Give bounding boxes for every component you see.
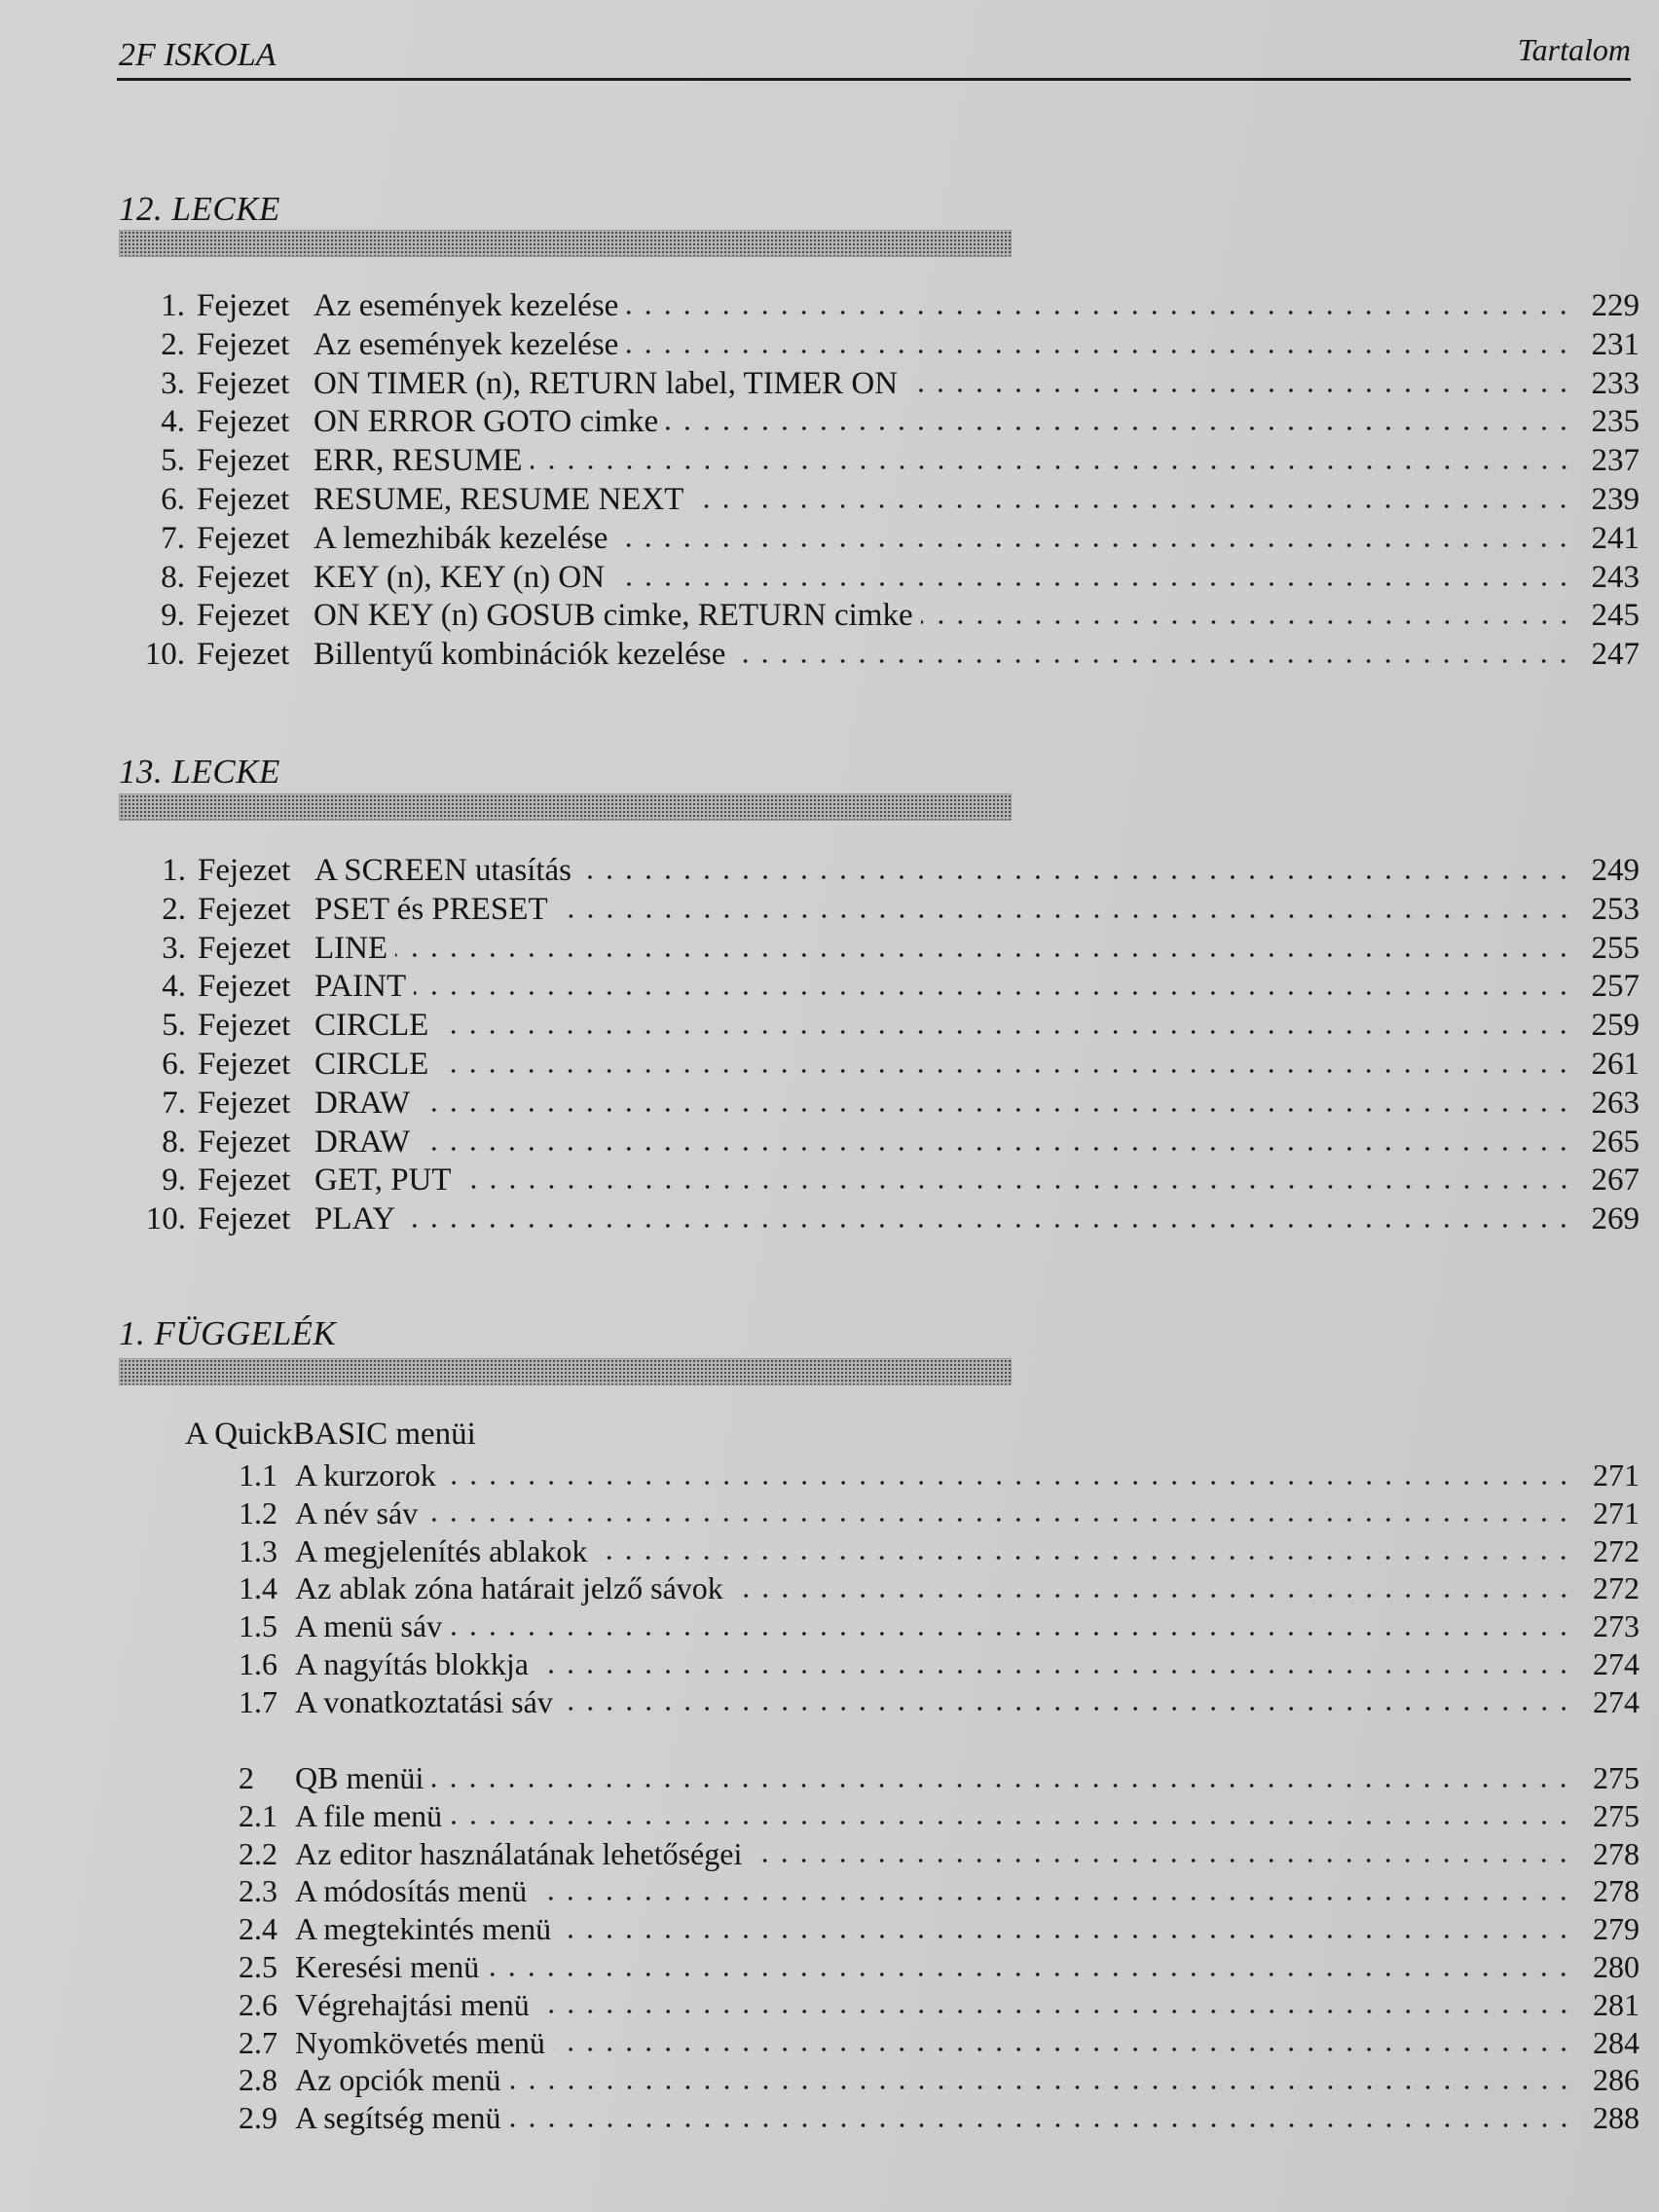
page-number: 272 — [1593, 1532, 1640, 1568]
page-number: 286 — [1593, 2062, 1640, 2098]
toc-entry — [76, 890, 1640, 929]
chapter-title: RESUME, RESUME NEXT — [313, 482, 684, 517]
entry-number: 2.1 — [239, 1797, 277, 1833]
toc-entry — [239, 1986, 1640, 2024]
chapter-number: 10. — [144, 637, 185, 673]
toc-entry — [76, 1123, 1640, 1161]
section-title: 1. FÜGGELÉK — [119, 1314, 337, 1352]
dot-leader — [436, 1028, 1573, 1036]
dot-leader — [612, 580, 1573, 588]
toc-entry — [239, 1456, 1640, 1494]
chapter-number: 8. — [161, 559, 185, 595]
header-right: Tartalom — [1517, 32, 1631, 67]
chapter-number: 2. — [162, 891, 186, 927]
entry-number: 2.7 — [239, 2024, 277, 2060]
page-number: 249 — [1591, 853, 1640, 888]
dot-leader — [509, 2083, 1574, 2091]
toc-entry — [75, 635, 1640, 674]
page-number: 233 — [1591, 365, 1640, 401]
page-number: 243 — [1591, 559, 1640, 595]
page-number: 245 — [1591, 598, 1640, 634]
toc-entry — [239, 1797, 1640, 1835]
dot-leader — [395, 951, 1573, 959]
chapter-kind: Fejezet — [198, 1162, 291, 1198]
dot-leader — [537, 2008, 1573, 2015]
entry-number: 2 — [239, 1760, 254, 1795]
chapter-kind: Fejezet — [197, 637, 290, 673]
section-title: 12. LECKE — [119, 190, 280, 228]
chapter-title: Az események kezelése — [313, 326, 619, 362]
chapter-title: Az események kezelése — [313, 288, 619, 323]
chapter-kind: Fejezet — [198, 1047, 291, 1082]
page-number: 272 — [1593, 1570, 1640, 1606]
toc-entry — [75, 364, 1640, 403]
page-number: 239 — [1591, 482, 1640, 517]
entry-title: Végrehajtási menü — [295, 1986, 530, 2022]
subsection-heading: A QuickBASIC menüi — [185, 1417, 476, 1452]
entry-title: A nagyítás blokkja — [295, 1646, 529, 1681]
dot-leader — [431, 1782, 1573, 1789]
page-number: 284 — [1593, 2024, 1640, 2060]
toc-entry — [76, 851, 1640, 890]
dot-leader — [418, 1145, 1573, 1153]
entry-number: 1.4 — [239, 1570, 277, 1606]
chapter-kind: Fejezet — [197, 598, 290, 634]
toc-entry — [239, 1683, 1640, 1721]
entry-number: 2.9 — [239, 2100, 277, 2136]
chapter-kind: Fejezet — [198, 1201, 291, 1237]
dot-leader — [615, 541, 1573, 549]
page-number: 237 — [1591, 443, 1640, 479]
page-number: 259 — [1591, 1008, 1640, 1044]
dot-leader — [561, 1705, 1573, 1713]
page-number: 261 — [1591, 1047, 1640, 1082]
entry-title: Keresési menü — [295, 1949, 480, 1984]
dot-leader — [509, 2121, 1573, 2129]
toc-entry — [239, 1569, 1640, 1607]
page-number: 255 — [1591, 930, 1640, 966]
page-number: 279 — [1593, 1911, 1640, 1947]
dot-leader — [531, 463, 1573, 471]
page-number: 274 — [1593, 1683, 1640, 1719]
header-left: 2F ISKOLA — [119, 37, 276, 73]
chapter-kind: Fejezet — [198, 1085, 291, 1121]
entry-number: 1.5 — [239, 1608, 277, 1644]
page-number: 253 — [1591, 891, 1640, 927]
chapter-number: 6. — [161, 482, 185, 517]
toc-entry — [75, 558, 1640, 597]
page-number: 267 — [1591, 1162, 1640, 1198]
toc-entry — [75, 596, 1640, 635]
chapter-kind: Fejezet — [198, 853, 291, 888]
toc-entry — [75, 519, 1640, 558]
page-number: 231 — [1591, 326, 1640, 362]
toc-entry — [239, 1645, 1640, 1683]
section-rule — [119, 1358, 1012, 1385]
dot-leader — [444, 1479, 1573, 1487]
entry-title: QB menüi — [295, 1760, 424, 1795]
dot-leader — [556, 912, 1573, 920]
entry-title: A menü sáv — [295, 1608, 443, 1644]
entry-title: A file menü — [295, 1797, 443, 1833]
page-number: 257 — [1591, 969, 1640, 1005]
chapter-kind: Fejezet — [198, 930, 291, 966]
page-number: 273 — [1593, 1608, 1640, 1644]
entry-title: Az editor használatának lehetőségei — [295, 1835, 743, 1871]
chapter-number: 4. — [161, 404, 185, 440]
toc-entry — [239, 2099, 1640, 2137]
toc-entry — [75, 286, 1640, 325]
toc-entry — [75, 480, 1640, 519]
toc-entry — [76, 1045, 1640, 1084]
toc-entry — [239, 1910, 1640, 1948]
chapter-title: KEY (n), KEY (n) ON — [313, 559, 606, 595]
entry-number: 1.1 — [239, 1457, 277, 1493]
toc-entry — [239, 1759, 1640, 1797]
dot-leader — [750, 1857, 1573, 1864]
page-number: 278 — [1593, 1873, 1640, 1909]
page-number: 275 — [1593, 1797, 1640, 1833]
chapter-title: DRAW — [314, 1085, 411, 1121]
chapter-title: A lemezhibák kezelése — [313, 520, 608, 556]
dot-leader — [403, 1222, 1573, 1230]
dot-leader — [733, 657, 1573, 665]
dot-leader — [553, 2046, 1573, 2053]
entry-number: 2.6 — [239, 1986, 277, 2022]
chapter-number: 8. — [162, 1124, 186, 1160]
chapter-title: DRAW — [314, 1124, 411, 1160]
chapter-kind: Fejezet — [197, 404, 290, 440]
dot-leader — [414, 989, 1573, 997]
entry-number: 2.3 — [239, 1873, 277, 1909]
toc-entry — [76, 1084, 1640, 1123]
chapter-title: ON ERROR GOTO cimke — [313, 404, 659, 440]
chapter-kind: Fejezet — [198, 969, 291, 1005]
running-header — [117, 29, 1631, 81]
chapter-title: PAINT — [314, 969, 407, 1005]
chapter-number: 1. — [161, 288, 185, 323]
dot-leader — [579, 873, 1573, 881]
dot-leader — [626, 309, 1573, 316]
entry-title: Nyomkövetés menü — [295, 2024, 545, 2060]
chapter-title: LINE — [314, 930, 388, 966]
entry-title: A kurzorok — [295, 1457, 436, 1493]
chapter-kind: Fejezet — [197, 559, 290, 595]
entry-number: 2.4 — [239, 1911, 277, 1947]
chapter-number: 10. — [145, 1201, 186, 1237]
dot-leader — [450, 1819, 1573, 1826]
chapter-title: PSET és PRESET — [314, 891, 548, 927]
dot-leader — [731, 1592, 1573, 1600]
entry-title: A módosítás menü — [295, 1873, 528, 1909]
page-number: 274 — [1593, 1646, 1640, 1681]
dot-leader — [905, 387, 1573, 394]
chapter-kind: Fejezet — [198, 1008, 291, 1044]
section-title: 13. LECKE — [119, 753, 280, 791]
chapter-kind: Fejezet — [197, 365, 290, 401]
toc-entry — [76, 1161, 1640, 1199]
chapter-title: ERR, RESUME — [313, 443, 523, 479]
dot-leader — [487, 1971, 1573, 1978]
chapter-kind: Fejezet — [198, 891, 291, 927]
chapter-number: 6. — [162, 1047, 186, 1082]
chapter-kind: Fejezet — [197, 326, 290, 362]
dot-leader — [425, 1516, 1573, 1524]
dot-leader — [626, 348, 1573, 355]
chapter-number: 4. — [162, 969, 186, 1005]
page-number: 247 — [1591, 637, 1640, 673]
toc-entry — [239, 1494, 1640, 1532]
chapter-number: 1. — [162, 853, 186, 888]
entry-number: 1.7 — [239, 1683, 277, 1719]
entry-title: A vonatkoztatási sáv — [295, 1683, 553, 1719]
dot-leader — [450, 1630, 1573, 1638]
toc-entry — [239, 1607, 1640, 1645]
toc-entry — [239, 2061, 1640, 2099]
entry-title: A név sáv — [295, 1494, 419, 1530]
entry-number: 2.5 — [239, 1949, 277, 1984]
chapter-kind: Fejezet — [197, 443, 290, 479]
page-number: 265 — [1591, 1124, 1640, 1160]
page-number: 280 — [1593, 1949, 1640, 1984]
chapter-title: CIRCLE — [314, 1008, 429, 1044]
toc-entry — [239, 1532, 1640, 1570]
toc-entry — [239, 2024, 1640, 2062]
chapter-number: 9. — [161, 598, 185, 634]
toc-entry — [76, 929, 1640, 968]
chapter-number: 3. — [162, 930, 186, 966]
page-number: 263 — [1591, 1085, 1640, 1121]
entry-title: Az ablak zóna határait jelző sávok — [295, 1570, 723, 1606]
page-number: 275 — [1593, 1760, 1640, 1795]
toc-entry — [239, 1948, 1640, 1986]
entry-number: 1.6 — [239, 1646, 277, 1681]
chapter-title: CIRCLE — [314, 1047, 429, 1082]
chapter-number: 7. — [161, 520, 185, 556]
dot-leader — [418, 1106, 1573, 1114]
section-rule — [119, 793, 1012, 821]
chapter-title: ON TIMER (n), RETURN label, TIMER ON — [313, 365, 899, 401]
dot-leader — [666, 424, 1573, 432]
section-rule — [119, 230, 1012, 257]
chapter-number: 7. — [162, 1085, 186, 1121]
chapter-number: 3. — [161, 365, 185, 401]
page-number: 229 — [1591, 288, 1640, 323]
toc-entry — [75, 441, 1640, 480]
chapter-title: A SCREEN utasítás — [314, 853, 572, 888]
dot-leader — [559, 1933, 1573, 1940]
chapter-number: 5. — [162, 1008, 186, 1044]
dot-leader — [691, 502, 1573, 510]
dot-leader — [460, 1183, 1573, 1191]
chapter-number: 9. — [162, 1162, 186, 1198]
page-number: 288 — [1593, 2100, 1640, 2136]
page-number: 278 — [1593, 1835, 1640, 1871]
chapter-kind: Fejezet — [197, 520, 290, 556]
entry-number: 1.3 — [239, 1532, 277, 1568]
toc-entry — [76, 967, 1640, 1006]
chapter-kind: Fejezet — [197, 288, 290, 323]
toc-entry — [239, 1872, 1640, 1910]
toc-entry — [75, 325, 1640, 364]
toc-entry — [76, 1006, 1640, 1045]
entry-title: A megtekintés menü — [295, 1911, 552, 1947]
entry-number: 1.2 — [239, 1494, 277, 1530]
page-number: 269 — [1591, 1201, 1640, 1237]
page-number: 281 — [1593, 1986, 1640, 2022]
chapter-title: GET, PUT — [314, 1162, 452, 1198]
chapter-title: ON KEY (n) GOSUB cimke, RETURN cimke — [313, 598, 913, 634]
entry-title: A megjelenítés ablakok — [295, 1532, 588, 1568]
entry-title: Az opciók menü — [295, 2062, 501, 2098]
page-number: 271 — [1593, 1494, 1640, 1530]
dot-leader — [535, 1895, 1573, 1902]
chapter-kind: Fejezet — [198, 1124, 291, 1160]
toc-entry — [75, 402, 1640, 441]
chapter-number: 5. — [161, 443, 185, 479]
chapter-kind: Fejezet — [197, 482, 290, 517]
chapter-number: 2. — [161, 326, 185, 362]
dot-leader — [436, 1067, 1573, 1075]
entry-number: 2.8 — [239, 2062, 277, 2098]
page-number: 271 — [1593, 1457, 1640, 1493]
dot-leader — [921, 618, 1573, 626]
entry-number: 2.2 — [239, 1835, 277, 1871]
page-number: 241 — [1591, 520, 1640, 556]
entry-title: A segítség menü — [295, 2100, 501, 2136]
toc-entry — [239, 1835, 1640, 1873]
chapter-title: Billentyű kombinációk kezelése — [313, 637, 726, 673]
toc-entry — [76, 1199, 1640, 1238]
dot-leader — [536, 1668, 1573, 1676]
dot-leader — [595, 1554, 1573, 1562]
page-number: 235 — [1591, 404, 1640, 440]
chapter-title: PLAY — [314, 1201, 396, 1237]
